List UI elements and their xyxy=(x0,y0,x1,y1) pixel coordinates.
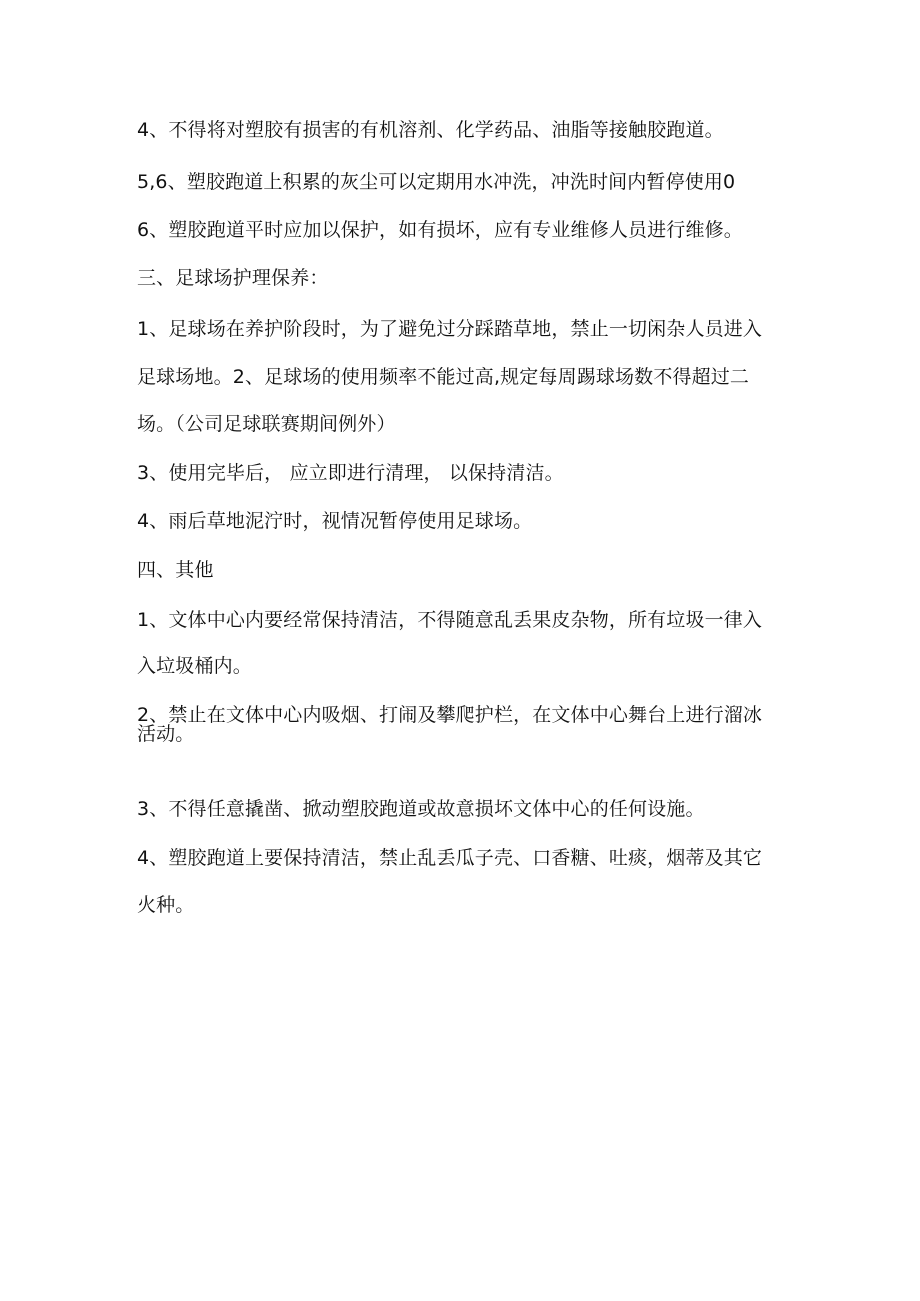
rule-6-protection: 6、塑胶跑道平时应加以保护，如有损坏，应有专业维修人员进行维修。 xyxy=(137,219,743,241)
other-rule-1-line-2: 入垃圾桶内。 xyxy=(137,655,252,677)
other-rule-2-line-2: 活动。 xyxy=(137,723,195,745)
football-rule-1-line-1: 1、足球场在养护阶段时，为了避免过分踩踏草地，禁止一切闲杂人员进入 xyxy=(137,318,763,340)
football-rule-1-line-3: 场。（公司足球联赛期间例外） xyxy=(137,413,396,435)
football-rule-4: 4、雨后草地泥泞时，视情况暂停使用足球场。 xyxy=(137,510,533,532)
football-rule-1-line-2: 足球场地。2、足球场的使用频率不能过高,规定每周踢球场数不得超过二 xyxy=(137,366,750,388)
section-heading-other: 四、其他 xyxy=(137,559,214,581)
rule-5-6-washing: 5,6、塑胶跑道上积累的灰尘可以定期用水冲洗，冲洗时间内暂停使用0 xyxy=(137,171,736,193)
other-rule-4-line-1: 4、塑胶跑道上要保持清洁，禁止乱丢瓜子壳、口香糖、吐痰，烟蒂及其它 xyxy=(137,847,763,869)
other-rule-3: 3、不得任意撬凿、掀动塑胶跑道或故意损坏文体中心的任何设施。 xyxy=(137,798,705,820)
other-rule-2-line-1: 2、禁止在文体中心内吸烟、打闹及攀爬护栏，在文体中心舞台上进行溜冰 xyxy=(137,704,763,726)
other-rule-1-line-1: 1、文体中心内要经常保持清洁，不得随意乱丢果皮杂物，所有垃圾一律入 xyxy=(137,609,763,631)
other-rule-4-line-2: 火种。 xyxy=(137,894,195,916)
section-heading-football-field: 三、足球场护理保养： xyxy=(137,267,329,289)
football-rule-3: 3、使用完毕后， 应立即进行清理， 以保持清洁。 xyxy=(137,462,564,484)
rule-4-chemicals: 4、不得将对塑胶有损害的有机溶剂、化学药品、油脂等接触胶跑道。 xyxy=(137,119,724,141)
